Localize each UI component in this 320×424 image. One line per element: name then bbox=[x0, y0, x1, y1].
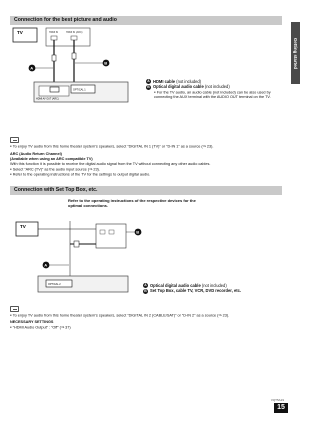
note-icon bbox=[10, 137, 19, 143]
side-tab-label: Getting started bbox=[293, 37, 299, 69]
arc-title: ARC (Audio Return Channel) bbox=[10, 151, 62, 156]
legend-b-subnote: ● For the TV audio, an audio cable (not included) can be also used by connecting the AUX terminal with the AUDIO OUT terminal on the TV. bbox=[146, 90, 276, 99]
section-best-picture-heading bbox=[10, 16, 282, 25]
tv-optical-port bbox=[71, 36, 77, 40]
cable-b-plug bbox=[72, 53, 76, 59]
tv-port-hdmi-label: HDMI IN bbox=[49, 31, 59, 34]
arc-bullet-1: ● Select “ARC (TV)” as the audio input source (⇒ 23). bbox=[10, 167, 284, 173]
unit-hdmi-port-label: HDMI AV OUT (ARC) bbox=[36, 97, 59, 101]
legend2-a-name: Optical digital audio cable bbox=[150, 283, 201, 288]
arc-bullet-2: ● Refer to the operating instructions of the TV for the settings to output digital audio. bbox=[10, 172, 284, 178]
note1-line1: ● To enjoy TV audio from this home theater system’s speakers, select “DIGITAL IN 1 (TV)” or “D-IN 1” as a source (⇒ 23). bbox=[10, 144, 284, 150]
legend2-a-suffix: (not included) bbox=[200, 283, 227, 288]
hdmi-connection-svg bbox=[10, 27, 140, 107]
legend-b-suffix: (not included) bbox=[203, 84, 230, 90]
legend2-b-badge: B bbox=[144, 288, 147, 293]
section2-legend bbox=[143, 283, 283, 294]
marker-a2-text: A bbox=[44, 262, 48, 268]
optical-cable-plug bbox=[74, 241, 79, 247]
marker-a-text: A bbox=[30, 65, 34, 71]
cable-a-plug bbox=[52, 55, 56, 61]
unit-optical2-label: OPTICAL 2 bbox=[48, 283, 61, 286]
legend2-b-name: Set Top Box, cable TV, VCR, DVD recorder, etc. bbox=[150, 288, 241, 294]
necessary-settings-title: NECESSARY SETTINGS bbox=[10, 319, 54, 324]
note2-line1: ● To enjoy TV audio from this home theater system’s speakers, select “DIGITAL IN 2 (CABLE/SAT)” or “D-IN 2” as a source (⇒ 23). bbox=[10, 313, 284, 319]
tv-hdmi-port bbox=[51, 36, 57, 40]
connection-diagram-hdmi bbox=[10, 27, 140, 107]
note2-icon bbox=[10, 306, 19, 312]
legend-b-name: Optical digital audio cable bbox=[153, 84, 204, 90]
tv2-label: TV bbox=[20, 224, 26, 229]
page-number: 15 bbox=[274, 403, 288, 413]
marker-b-text: B bbox=[104, 60, 108, 66]
legend-a-suffix: (not included) bbox=[175, 79, 202, 84]
section-set-top-title: Connection with Set Top Box, etc. bbox=[14, 187, 98, 193]
unit-optical-label: OPTICAL 1 bbox=[73, 88, 86, 92]
legend-b-badge: B bbox=[147, 84, 150, 89]
section-set-top-heading bbox=[10, 186, 282, 195]
legend-a-badge: A bbox=[147, 79, 150, 84]
settop-connection-svg bbox=[10, 210, 150, 295]
section-best-picture-title: Connection for the best picture and audio bbox=[14, 17, 117, 23]
legend2-a-badge: A bbox=[144, 283, 147, 288]
tv-port-arc-label: HDMI IN (ARC) bbox=[66, 31, 83, 34]
stb-port-2 bbox=[109, 230, 114, 234]
legend-a-name: HDMI cable bbox=[153, 79, 176, 84]
necessary-settings-item: ● “HDMI Audio Output” : “Off” (⇒ 37) bbox=[10, 325, 284, 331]
stb-port-1 bbox=[100, 230, 105, 234]
note-section-1 bbox=[10, 137, 284, 178]
unit-hdmi-port bbox=[50, 87, 59, 92]
note-section-2 bbox=[10, 306, 284, 330]
document-code: VQT5A19 bbox=[270, 398, 284, 402]
side-section-tab bbox=[291, 22, 300, 84]
connection-diagram-settop bbox=[10, 210, 150, 295]
legend2-item-b bbox=[143, 288, 283, 293]
marker-b2-text: B bbox=[136, 229, 140, 235]
tv-label: TV bbox=[17, 30, 23, 35]
set-top-box bbox=[96, 224, 126, 248]
arc-subtitle: (Available when using an ARC compatible TV) bbox=[10, 156, 93, 161]
section1-legend bbox=[146, 79, 276, 99]
refer-text: Refer to the operating instructions of the respective devices for the optimal connections. bbox=[68, 198, 196, 208]
arc-text: With this function it is possible to receive the digital audio signal from the TV without connecting any other audio cables. bbox=[10, 161, 211, 166]
